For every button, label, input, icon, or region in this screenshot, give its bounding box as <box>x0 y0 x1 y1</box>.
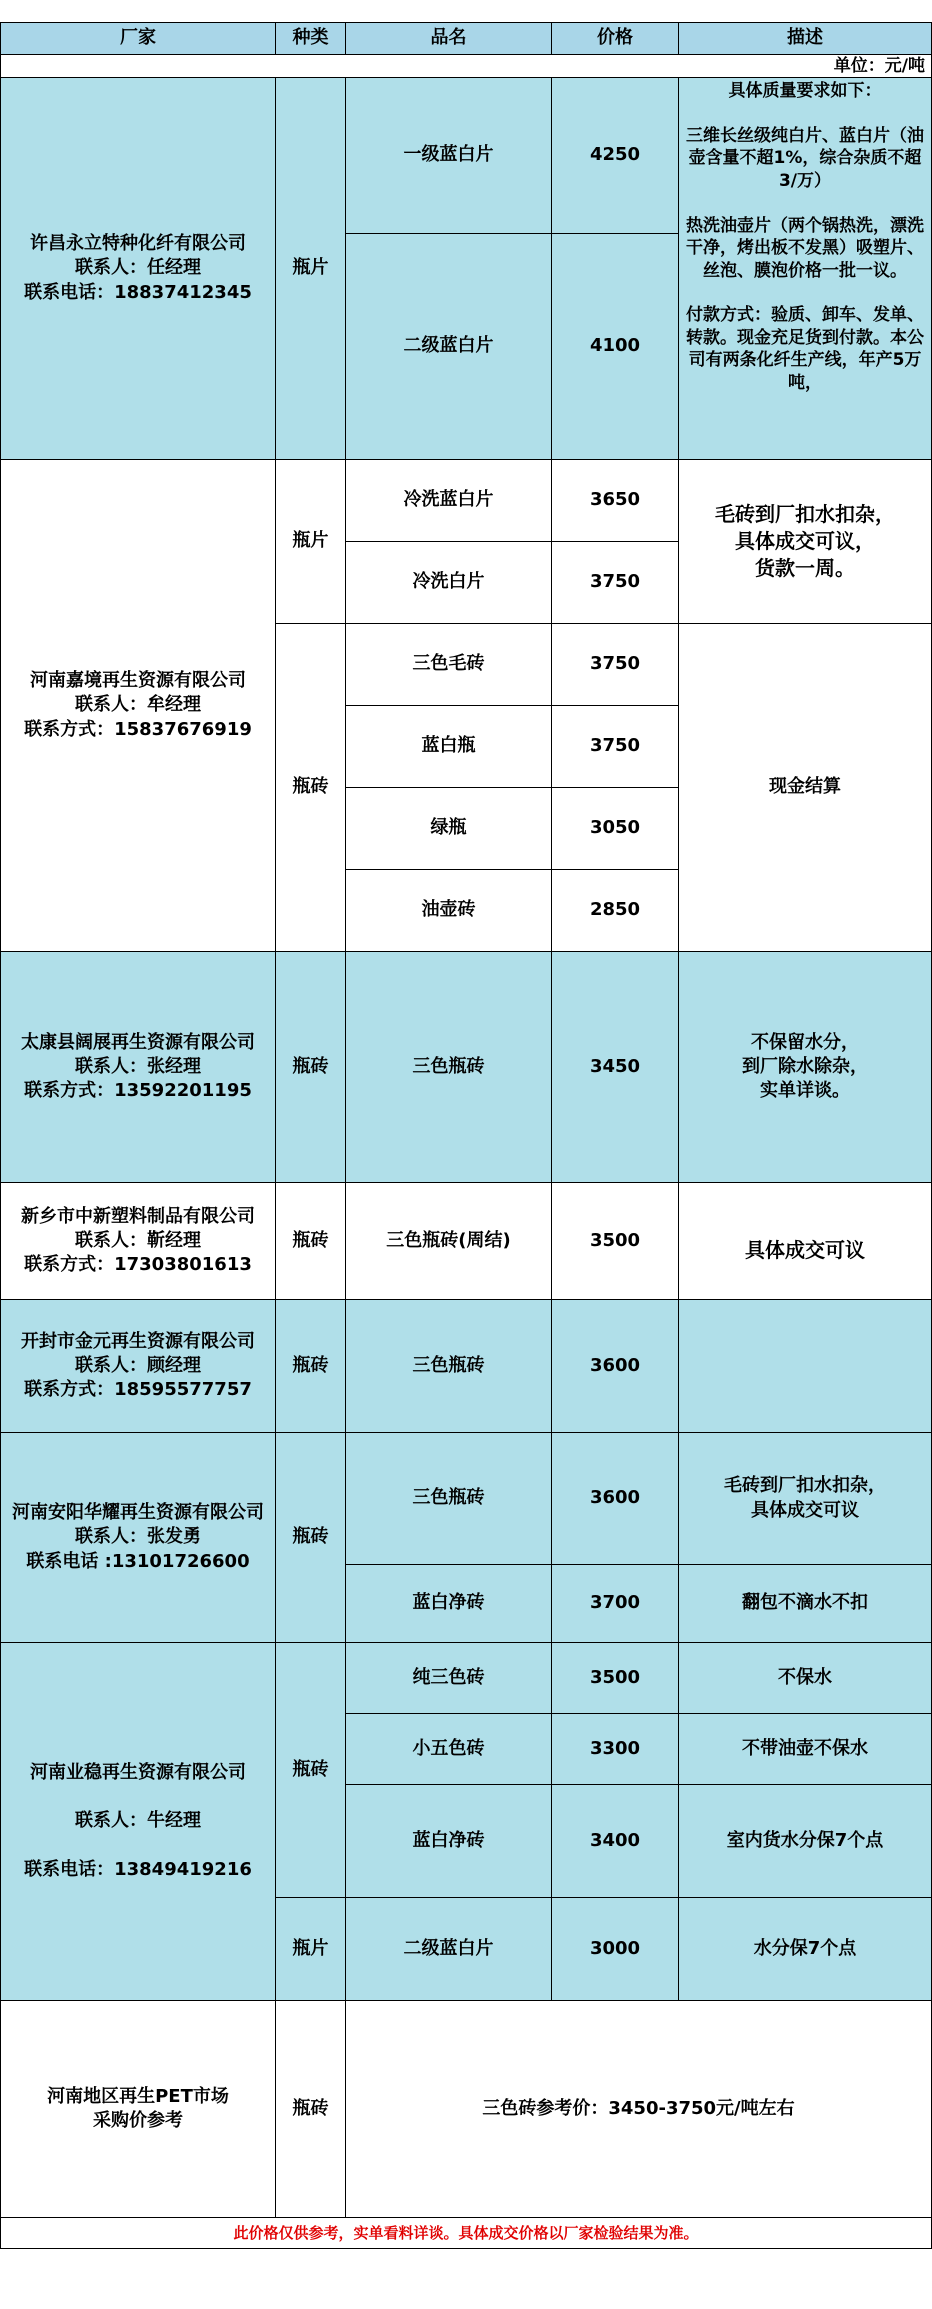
product-name: 冷洗白片 <box>345 541 552 624</box>
product-name: 二级蓝白片 <box>345 233 552 460</box>
product-type: 瓶片 <box>275 459 346 624</box>
company-name: 河南地区再生PET市场 采购价参考 <box>0 2000 276 2218</box>
company-name: 开封市金元再生资源有限公司 联系人：顾经理 联系方式：18595577757 <box>0 1299 276 1433</box>
product-price: 3600 <box>551 1432 679 1565</box>
product-price: 3700 <box>551 1564 679 1643</box>
header-type: 种类 <box>275 22 346 55</box>
product-name: 冷洗蓝白片 <box>345 459 552 542</box>
unit-label: 单位：元/吨 <box>0 54 932 78</box>
product-price: 2850 <box>551 869 679 952</box>
header-price: 价格 <box>551 22 679 55</box>
product-type: 瓶砖 <box>275 1182 346 1300</box>
product-name: 三色毛砖 <box>345 623 552 706</box>
product-name: 一级蓝白片 <box>345 77 552 234</box>
product-type: 瓶片 <box>275 1897 346 2001</box>
product-price: 3750 <box>551 623 679 706</box>
product-price: 4100 <box>551 233 679 460</box>
product-name: 绿瓶 <box>345 787 552 870</box>
product-name: 三色瓶砖 <box>345 1299 552 1433</box>
header-company: 厂家 <box>0 22 276 55</box>
product-name: 三色瓶砖 <box>345 1432 552 1565</box>
product-price: 3650 <box>551 459 679 542</box>
product-description: 不保留水分， 到厂除水除杂， 实单详谈。 <box>678 951 932 1183</box>
product-price: 4250 <box>551 77 679 234</box>
product-name: 蓝白净砖 <box>345 1784 552 1898</box>
company-name: 新乡市中新塑料制品有限公司 联系人：靳经理 联系方式：17303801613 <box>0 1182 276 1300</box>
product-name: 油壶砖 <box>345 869 552 952</box>
product-description: 具体成交可议 <box>678 1182 932 1300</box>
product-type: 瓶片 <box>275 77 346 460</box>
product-type: 瓶砖 <box>275 1642 346 1898</box>
company-name: 河南嘉境再生资源有限公司 联系人：牟经理 联系方式：15837676919 <box>0 459 276 952</box>
product-price: 3450 <box>551 951 679 1183</box>
product-description: 室内货水分保7个点 <box>678 1784 932 1898</box>
product-name: 二级蓝白片 <box>345 1897 552 2001</box>
product-price: 3050 <box>551 787 679 870</box>
product-type: 瓶砖 <box>275 1432 346 1643</box>
product-price: 3750 <box>551 541 679 624</box>
reference-price: 三色砖参考价：3450-3750元/吨左右 <box>345 2000 932 2218</box>
product-type: 瓶砖 <box>275 623 346 952</box>
product-price: 3500 <box>551 1642 679 1714</box>
product-description: 翻包不滴水不扣 <box>678 1564 932 1643</box>
product-price: 3600 <box>551 1299 679 1433</box>
product-price: 3400 <box>551 1784 679 1898</box>
product-description <box>678 1299 932 1433</box>
product-price: 3750 <box>551 705 679 788</box>
company-name: 河南业稳再生资源有限公司 联系人：牛经理 联系电话：13849419216 <box>0 1642 276 2001</box>
header-description: 描述 <box>678 22 932 55</box>
product-name: 小五色砖 <box>345 1713 552 1785</box>
product-price: 3300 <box>551 1713 679 1785</box>
product-description: 具体质量要求如下： 三维长丝级纯白片、蓝白片（油壶含量不超1%，综合杂质不超3/万） 热洗油壶片（两个锅热洗，漂洗干净，烤出板不发黑）吸塑片、丝泡、膜泡价格一批一议。 付款方式：验质、卸车、发单、转款。现金充足货到付款。本公司有两条化纤生产线，年产5万吨， <box>678 77 932 460</box>
company-name: 太康县阔展再生资源有限公司 联系人：张经理 联系方式：13592201195 <box>0 951 276 1183</box>
footer-note: 此价格仅供参考，实单看料详谈。具体成交价格以厂家检验结果为准。 <box>0 2217 932 2249</box>
product-price: 3500 <box>551 1182 679 1300</box>
product-description: 毛砖到厂扣水扣杂， 具体成交可议， 货款一周。 <box>678 459 932 624</box>
product-description: 毛砖到厂扣水扣杂， 具体成交可议 <box>678 1432 932 1565</box>
product-description: 不带油壶不保水 <box>678 1713 932 1785</box>
product-description: 不保水 <box>678 1642 932 1714</box>
product-description: 水分保7个点 <box>678 1897 932 2001</box>
product-type: 瓶砖 <box>275 2000 346 2218</box>
product-name: 蓝白瓶 <box>345 705 552 788</box>
product-name: 纯三色砖 <box>345 1642 552 1714</box>
product-type: 瓶砖 <box>275 951 346 1183</box>
product-name: 蓝白净砖 <box>345 1564 552 1643</box>
product-name: 三色瓶砖(周结) <box>345 1182 552 1300</box>
company-name: 河南安阳华耀再生资源有限公司 联系人：张发勇 联系电话 :13101726600 <box>0 1432 276 1643</box>
product-price: 3000 <box>551 1897 679 2001</box>
product-type: 瓶砖 <box>275 1299 346 1433</box>
company-name: 许昌永立特种化纤有限公司 联系人：任经理 联系电话：18837412345 <box>0 77 276 460</box>
product-description: 现金结算 <box>678 623 932 952</box>
product-name: 三色瓶砖 <box>345 951 552 1183</box>
header-product: 品名 <box>345 22 552 55</box>
